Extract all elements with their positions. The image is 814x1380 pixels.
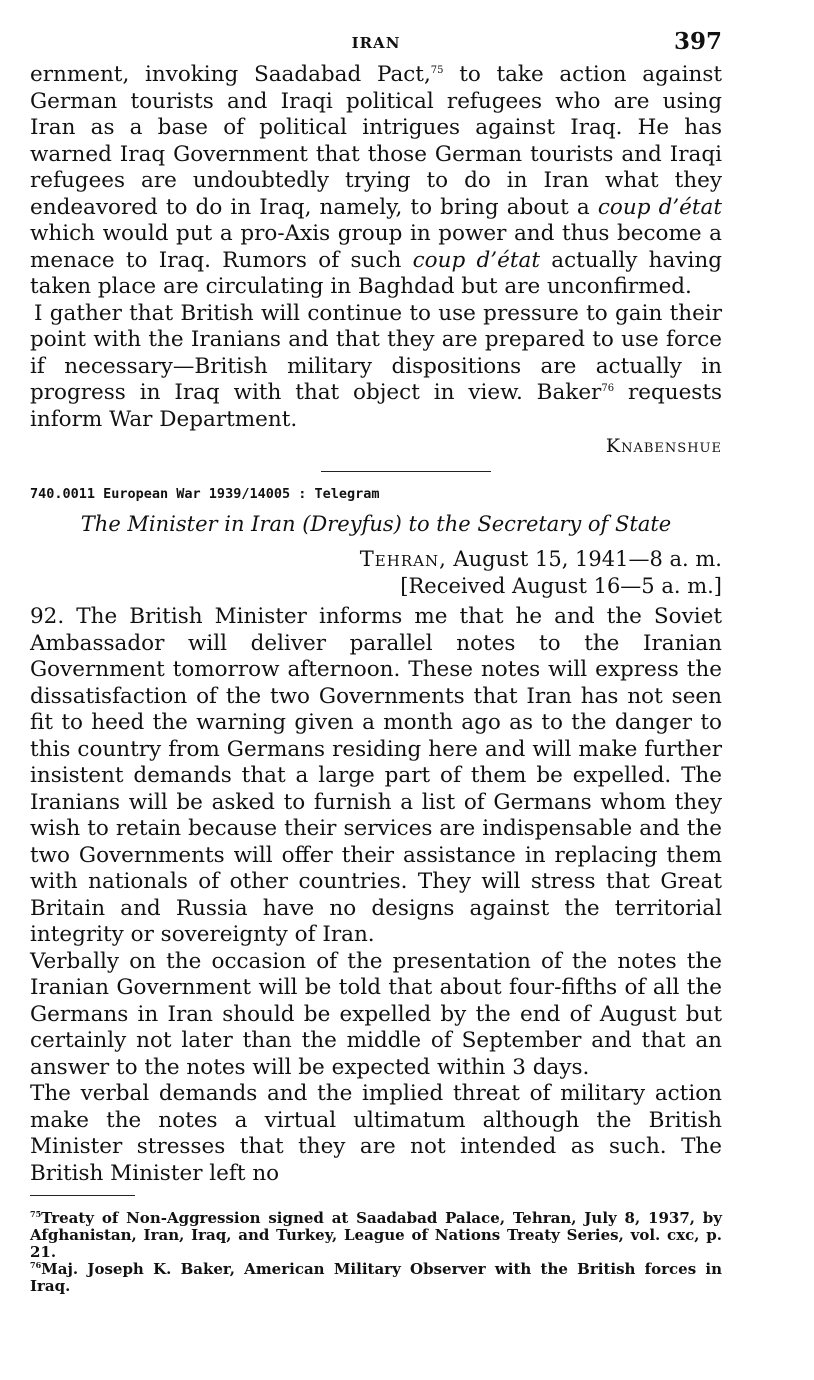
received-line: [Received August 16—5 a. m.] xyxy=(400,574,722,598)
text-segment: ernment, invoking Saadabad Pact, xyxy=(30,62,431,87)
footnote-marker: 75 xyxy=(30,1209,42,1219)
footnote-marker: 76 xyxy=(30,1260,42,1270)
text-segment: I gather that British will continue to use pressure to gain their point with the Iranians and that they are prepared to use force if necessary—British military dispositions are actually in progress in Iraq with that object in view. Baker xyxy=(30,300,722,405)
footnote-75 xyxy=(30,1210,722,1261)
footnote-76 xyxy=(30,1261,722,1295)
continued-paragraph-1 xyxy=(30,62,722,301)
telegram-body xyxy=(30,604,722,1187)
body-paragraph-1: 92. The British Minister informs me that he and the Soviet Ambassador will deliver parallel notes to the Iranian Government tomorrow afternoon. These notes will express the dissatisfaction of the two Governments that Iran has not seen fit to heed the warning given a month ago as to the danger to this country from Germans residing here and will make further insistent demands that a large part of them be expelled. The Iranians will be asked to furnish a list of Germans whom they wish to retain because their services are indispensable and the two Governments will offer their assistance in replacing them with nationals of other countries. They will stress that Great Britain and Russia have no designs against the territorial integrity or sovereignty of Iran. xyxy=(30,604,722,947)
body-paragraph-3: The verbal demands and the implied threat of military action make the notes a virtual ultimatum although the British Minister stresses that they are not intended as such. The British Minister left no xyxy=(30,1081,722,1186)
dateline xyxy=(30,546,722,573)
section-divider xyxy=(321,471,491,472)
text-segment: which would put a pro-Axis group in power and thus become a menace to Iraq. Rumors of such xyxy=(30,221,722,273)
text-segment: requests inform War Department. xyxy=(30,380,722,432)
footnote-ref-76: 76 xyxy=(601,382,615,394)
dateline-place: Tehran, xyxy=(359,547,447,571)
footnote-text: Treaty of Non-Aggression signed at Saadabad Palace, Tehran, July 8, 1937, by Afghanistan, Iran, Iraq, and Turkey, League of Nations Treaty Series, vol. cxc, p. 21. xyxy=(30,1209,722,1261)
footnote-rule xyxy=(30,1195,135,1196)
dateline-date: August 15, 1941—8 a. m. xyxy=(446,547,722,571)
page-number: 397 xyxy=(673,28,722,55)
footnote-text: Maj. Joseph K. Baker, American Military Observer with the British forces in Iraq. xyxy=(30,1260,722,1295)
italic-phrase: coup d’état xyxy=(597,194,722,220)
text-segment: to take action against German tourists and Iraqi political refugees who are using Iran as a base of political intrigues against Iraq. He has warned Iraq Government that those German tourists and Iraqi refugees are undoubtedly trying to do in Iran what they endeavored to do in Iraq, namely, to bring about a xyxy=(30,62,723,220)
document-title: The Minister in Iran (Dreyfus) to the Secretary of State xyxy=(80,512,672,536)
signature: Knabenshue xyxy=(605,435,722,457)
footnote-ref-75: 75 xyxy=(430,64,444,76)
running-head: IRAN xyxy=(351,34,401,52)
document-page xyxy=(30,28,722,1295)
body-paragraph-2: Verbally on the occasion of the presentation of the notes the Iranian Government will be told that about four-fifths of all the Germans in Iran should be expelled by the end of August but certainly not later than the middle of September and that an answer to the notes will be expected within 3 days. xyxy=(30,948,722,1080)
text-segment: actually having taken place are circulating in Baghdad but are unconfirmed. xyxy=(30,247,722,299)
italic-phrase: coup d’état xyxy=(412,247,540,273)
continued-paragraph-2 xyxy=(30,301,722,434)
file-reference: 740.0011 European War 1939/14005 : Telegram xyxy=(30,486,380,502)
page-header xyxy=(30,28,722,62)
